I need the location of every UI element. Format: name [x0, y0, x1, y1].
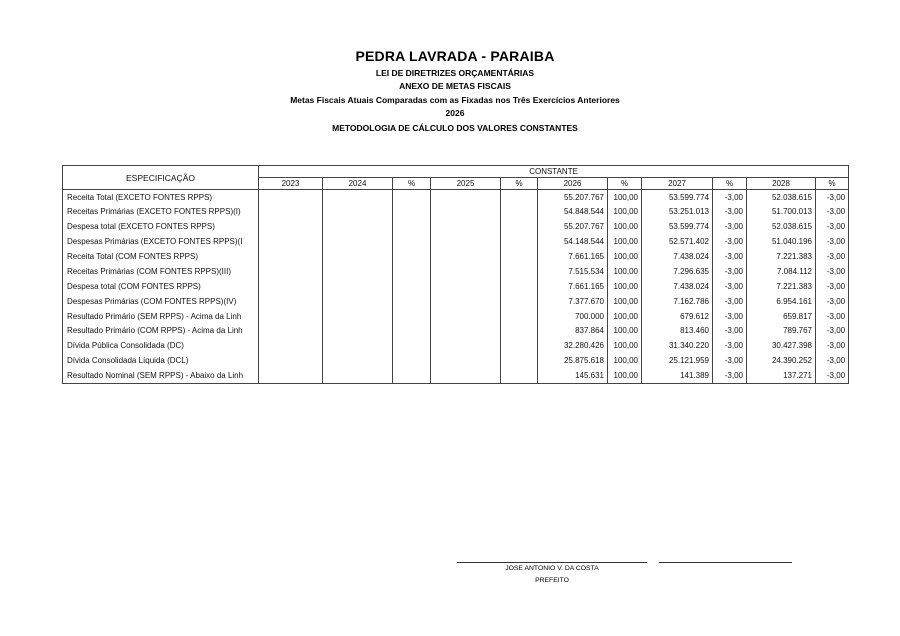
row-value	[501, 190, 538, 205]
row-value	[323, 324, 393, 339]
row-value	[431, 190, 501, 205]
row-value: 7.084.112	[747, 264, 816, 279]
row-value: 100,00	[608, 204, 642, 219]
row-value	[431, 264, 501, 279]
row-value: 55.207.767	[538, 190, 608, 205]
row-value	[259, 324, 323, 339]
row-value	[431, 309, 501, 324]
row-value: 141.389	[642, 368, 713, 383]
row-value: 30.427.398	[747, 338, 816, 353]
row-value: 700.000	[538, 309, 608, 324]
row-value	[501, 294, 538, 309]
row-value	[431, 249, 501, 264]
row-value: -3,00	[713, 190, 747, 205]
row-value: -3,00	[713, 309, 747, 324]
row-value	[323, 190, 393, 205]
row-value	[431, 368, 501, 383]
row-value: 51.700.013	[747, 204, 816, 219]
group-header-row	[63, 166, 849, 178]
year-column-header: %	[501, 178, 538, 190]
row-label: Despesas Primárias (COM FONTES RPPS)(IV)	[63, 294, 259, 309]
row-value: 100,00	[608, 324, 642, 339]
row-value: 100,00	[608, 249, 642, 264]
row-value	[323, 353, 393, 368]
row-value: -3,00	[713, 294, 747, 309]
table-body	[63, 190, 849, 384]
table-row	[63, 324, 849, 339]
row-value	[259, 249, 323, 264]
row-value	[431, 353, 501, 368]
table-row	[63, 204, 849, 219]
row-label: Dívida Consolidada Líquida (DCL)	[63, 353, 259, 368]
row-value	[323, 294, 393, 309]
row-value: 100,00	[608, 294, 642, 309]
row-value: 100,00	[608, 368, 642, 383]
subtitle-metas: Metas Fiscais Atuais Comparadas com as Fixadas nos Três Exercícios Anteriores	[290, 95, 620, 105]
year-column-header: 2028	[747, 178, 816, 190]
row-value: -3,00	[713, 368, 747, 383]
row-value: -3,00	[816, 309, 849, 324]
row-value	[323, 368, 393, 383]
row-value: -3,00	[816, 190, 849, 205]
row-value	[393, 353, 431, 368]
row-value: 52.038.615	[747, 190, 816, 205]
row-value: 54.848.544	[538, 204, 608, 219]
row-value	[501, 324, 538, 339]
row-value	[431, 279, 501, 294]
row-value	[393, 219, 431, 234]
row-value	[431, 294, 501, 309]
row-value: -3,00	[713, 324, 747, 339]
row-value: -3,00	[816, 264, 849, 279]
row-value: 100,00	[608, 219, 642, 234]
row-value	[393, 264, 431, 279]
row-value: -3,00	[713, 353, 747, 368]
year-column-header: 2026	[538, 178, 608, 190]
row-value	[501, 234, 538, 249]
row-value	[393, 338, 431, 353]
row-label: Resultado Primário (SEM RPPS) - Acima da Linh	[63, 309, 259, 324]
fiscal-table	[62, 165, 849, 384]
row-value	[323, 279, 393, 294]
row-value: 7.515.534	[538, 264, 608, 279]
row-label: Receita Total (COM FONTES RPPS)	[63, 249, 259, 264]
row-value	[393, 249, 431, 264]
year-column-header: 2023	[259, 178, 323, 190]
table-header	[63, 166, 849, 190]
signature-line-2	[659, 562, 792, 563]
row-value	[323, 264, 393, 279]
row-value: 53.251.013	[642, 204, 713, 219]
row-value	[259, 234, 323, 249]
row-value	[259, 204, 323, 219]
row-value: 100,00	[608, 264, 642, 279]
row-value: 7.438.024	[642, 249, 713, 264]
row-value	[393, 368, 431, 383]
row-label: Resultado Primário (COM RPPS) - Acima da Linh	[63, 324, 259, 339]
table-row	[63, 190, 849, 205]
row-label: Despesa total (EXCETO FONTES RPPS)	[63, 219, 259, 234]
row-value: 100,00	[608, 234, 642, 249]
row-value: 55.207.767	[538, 219, 608, 234]
subtitle-anexo: ANEXO DE METAS FISCAIS	[399, 80, 511, 91]
year-column-header: %	[608, 178, 642, 190]
row-value: 679.612	[642, 309, 713, 324]
col-group-constante: CONSTANTE	[259, 166, 849, 178]
row-value: 32.280.426	[538, 338, 608, 353]
row-value: -3,00	[816, 368, 849, 383]
row-value: 100,00	[608, 309, 642, 324]
row-value: 54.148.544	[538, 234, 608, 249]
row-value: 52.571.402	[642, 234, 713, 249]
row-value: -3,00	[816, 324, 849, 339]
row-value: 24.390.252	[747, 353, 816, 368]
row-value: -3,00	[713, 234, 747, 249]
row-value	[323, 234, 393, 249]
row-value: 51.040.196	[747, 234, 816, 249]
row-value: 53.599.774	[642, 219, 713, 234]
row-value: 7.296.635	[642, 264, 713, 279]
row-value	[393, 294, 431, 309]
row-label: Receitas Primárias (COM FONTES RPPS)(III)	[63, 264, 259, 279]
row-value: -3,00	[713, 249, 747, 264]
row-value: 31.340.220	[642, 338, 713, 353]
row-value: -3,00	[816, 338, 849, 353]
subtitle-ldo: LEI DE DIRETRIZES ORÇAMENTÁRIAS	[375, 68, 535, 78]
row-value	[259, 309, 323, 324]
row-label: Despesa total (COM FONTES RPPS)	[63, 279, 259, 294]
year-column-header: %	[393, 178, 431, 190]
row-value	[323, 219, 393, 234]
row-value	[259, 294, 323, 309]
row-value	[393, 204, 431, 219]
table-row	[63, 368, 849, 383]
row-value	[393, 234, 431, 249]
row-value	[501, 338, 538, 353]
table-row	[63, 338, 849, 353]
row-value	[501, 279, 538, 294]
row-value: -3,00	[816, 294, 849, 309]
row-value: 53.599.774	[642, 190, 713, 205]
page-title: PEDRA LAVRADA - PARAIBA	[355, 48, 555, 64]
signature-block	[457, 562, 647, 584]
row-value: 7.221.383	[747, 249, 816, 264]
row-value	[259, 190, 323, 205]
row-value	[501, 204, 538, 219]
year-column-header: 2025	[431, 178, 501, 190]
row-value: 7.162.786	[642, 294, 713, 309]
row-value	[431, 324, 501, 339]
row-value	[393, 279, 431, 294]
row-value: 100,00	[608, 190, 642, 205]
row-value	[501, 353, 538, 368]
row-value: 7.661.165	[538, 249, 608, 264]
row-value: -3,00	[713, 338, 747, 353]
year-column-header: 2024	[323, 178, 393, 190]
col-header-especificacao: ESPECIFICAÇÃO	[63, 166, 259, 190]
row-value: -3,00	[816, 204, 849, 219]
row-value	[323, 249, 393, 264]
signature-name: JOSE ANTONIO V. DA COSTA	[505, 565, 599, 572]
row-value: 837.864	[538, 324, 608, 339]
row-value: 145.631	[538, 368, 608, 383]
row-value	[501, 249, 538, 264]
row-value: 7.221.383	[747, 279, 816, 294]
row-value	[259, 368, 323, 383]
row-value: -3,00	[713, 264, 747, 279]
row-value: 25.875.618	[538, 353, 608, 368]
table-row	[63, 294, 849, 309]
row-label: Receita Total (EXCETO FONTES RPPS)	[63, 190, 259, 205]
row-value	[323, 309, 393, 324]
row-value: -3,00	[713, 219, 747, 234]
row-value: 789.767	[747, 324, 816, 339]
row-value: 25.121.959	[642, 353, 713, 368]
row-value	[431, 204, 501, 219]
row-value	[323, 204, 393, 219]
row-value	[393, 324, 431, 339]
year-column-header: %	[713, 178, 747, 190]
table-row	[63, 264, 849, 279]
row-value: 7.377.670	[538, 294, 608, 309]
row-value: 6.954.161	[747, 294, 816, 309]
document-header	[0, 48, 900, 135]
row-value: -3,00	[816, 234, 849, 249]
year-column-header: %	[816, 178, 849, 190]
row-value: 813.460	[642, 324, 713, 339]
row-value: 659.817	[747, 309, 816, 324]
row-value: -3,00	[713, 279, 747, 294]
table-row	[63, 234, 849, 249]
row-label: Despesas Primárias (EXCETO FONTES RPPS)(I	[63, 234, 259, 249]
row-label: Receitas Primárias (EXCETO FONTES RPPS)(I)	[63, 204, 259, 219]
row-label: Dívida Pública Consolidada (DC)	[63, 338, 259, 353]
table-row	[63, 219, 849, 234]
row-value	[501, 264, 538, 279]
row-value	[431, 338, 501, 353]
row-value	[501, 368, 538, 383]
row-value: -3,00	[816, 249, 849, 264]
row-value	[393, 309, 431, 324]
table-row	[63, 353, 849, 368]
row-value	[259, 264, 323, 279]
row-value: -3,00	[816, 353, 849, 368]
row-value	[501, 219, 538, 234]
row-value	[259, 353, 323, 368]
row-value: -3,00	[816, 279, 849, 294]
row-value	[259, 338, 323, 353]
signature-title: PREFEITO	[535, 577, 569, 584]
row-value: 100,00	[608, 353, 642, 368]
row-value: 7.438.024	[642, 279, 713, 294]
table-row	[63, 249, 849, 264]
table-row	[63, 279, 849, 294]
row-value	[501, 309, 538, 324]
row-value: 7.661.165	[538, 279, 608, 294]
row-label: Resultado Nominal (SEM RPPS) - Abaixo da Linh	[63, 368, 259, 383]
table-row	[63, 309, 849, 324]
row-value	[259, 219, 323, 234]
row-value: 137.271	[747, 368, 816, 383]
subtitle-metodologia: METODOLOGIA DE CÁLCULO DOS VALORES CONSTANTES	[332, 123, 578, 133]
row-value	[323, 338, 393, 353]
year-column-header: 2027	[642, 178, 713, 190]
row-value	[259, 279, 323, 294]
row-value: 100,00	[608, 279, 642, 294]
row-value: 52.038.615	[747, 219, 816, 234]
row-value	[431, 234, 501, 249]
row-value	[431, 219, 501, 234]
row-value: -3,00	[816, 219, 849, 234]
row-value: -3,00	[713, 204, 747, 219]
subtitle-year: 2026	[445, 107, 465, 118]
row-value: 100,00	[608, 338, 642, 353]
row-value	[393, 190, 431, 205]
